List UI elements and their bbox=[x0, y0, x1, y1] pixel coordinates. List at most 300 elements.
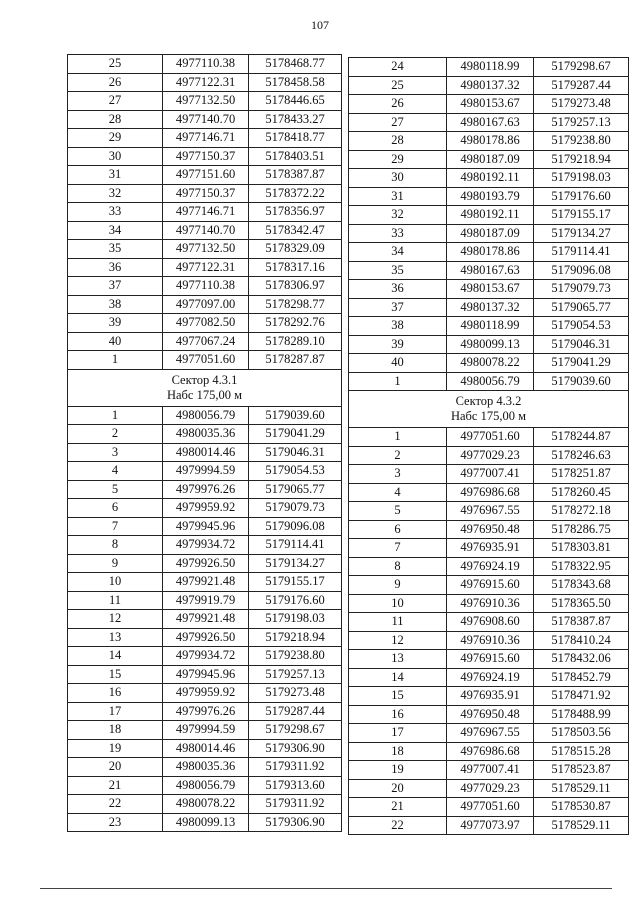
point-number-cell: 21 bbox=[349, 798, 447, 817]
table-row bbox=[349, 779, 629, 798]
x-coordinate-cell: 4980153.67 bbox=[447, 95, 534, 114]
x-coordinate-cell: 4977122.31 bbox=[163, 73, 249, 92]
point-number-cell: 2 bbox=[68, 425, 163, 444]
coordinates-table-left bbox=[67, 54, 342, 832]
x-coordinate-cell: 4977132.50 bbox=[163, 92, 249, 111]
point-number-cell: 34 bbox=[349, 243, 447, 262]
table-row bbox=[68, 240, 342, 259]
y-coordinate-cell: 5179041.29 bbox=[534, 354, 629, 373]
table-row bbox=[349, 668, 629, 687]
table-row bbox=[349, 298, 629, 317]
y-coordinate-cell: 5179155.17 bbox=[534, 206, 629, 225]
x-coordinate-cell: 4977082.50 bbox=[163, 314, 249, 333]
y-coordinate-cell: 5178317.16 bbox=[249, 258, 342, 277]
table-row bbox=[349, 594, 629, 613]
y-coordinate-cell: 5178303.81 bbox=[534, 539, 629, 558]
table-row bbox=[349, 539, 629, 558]
x-coordinate-cell: 4977146.71 bbox=[163, 203, 249, 222]
table-row bbox=[68, 147, 342, 166]
y-coordinate-cell: 5178286.75 bbox=[534, 520, 629, 539]
table-row bbox=[68, 277, 342, 296]
table-row bbox=[349, 687, 629, 706]
x-coordinate-cell: 4979994.59 bbox=[163, 462, 249, 481]
x-coordinate-cell: 4976915.60 bbox=[447, 576, 534, 595]
x-coordinate-cell: 4979959.92 bbox=[163, 499, 249, 518]
x-coordinate-cell: 4977029.23 bbox=[447, 779, 534, 798]
table-row bbox=[68, 92, 342, 111]
table-row bbox=[349, 335, 629, 354]
x-coordinate-cell: 4976950.48 bbox=[447, 705, 534, 724]
point-number-cell: 27 bbox=[349, 113, 447, 132]
x-coordinate-cell: 4976935.91 bbox=[447, 539, 534, 558]
table-row bbox=[349, 206, 629, 225]
point-number-cell: 37 bbox=[349, 298, 447, 317]
x-coordinate-cell: 4979976.26 bbox=[163, 702, 249, 721]
point-number-cell: 35 bbox=[349, 261, 447, 280]
x-coordinate-cell: 4980099.13 bbox=[447, 335, 534, 354]
point-number-cell: 7 bbox=[68, 517, 163, 536]
y-coordinate-cell: 5179306.90 bbox=[249, 813, 342, 832]
x-coordinate-cell: 4980118.99 bbox=[447, 317, 534, 336]
x-coordinate-cell: 4977029.23 bbox=[447, 446, 534, 465]
table-row bbox=[349, 761, 629, 780]
table-row bbox=[349, 187, 629, 206]
point-number-cell: 13 bbox=[349, 650, 447, 669]
x-coordinate-cell: 4977140.70 bbox=[163, 110, 249, 129]
table-row bbox=[68, 721, 342, 740]
y-coordinate-cell: 5178471.92 bbox=[534, 687, 629, 706]
x-coordinate-cell: 4977122.31 bbox=[163, 258, 249, 277]
point-number-cell: 3 bbox=[349, 465, 447, 484]
point-number-cell: 2 bbox=[349, 446, 447, 465]
point-number-cell: 3 bbox=[68, 443, 163, 462]
y-coordinate-cell: 5178503.56 bbox=[534, 724, 629, 743]
point-number-cell: 32 bbox=[68, 184, 163, 203]
x-coordinate-cell: 4977132.50 bbox=[163, 240, 249, 259]
table-row bbox=[349, 261, 629, 280]
x-coordinate-cell: 4979926.50 bbox=[163, 628, 249, 647]
point-number-cell: 19 bbox=[349, 761, 447, 780]
y-coordinate-cell: 5179176.60 bbox=[249, 591, 342, 610]
y-coordinate-cell: 5178272.18 bbox=[534, 502, 629, 521]
y-coordinate-cell: 5178289.10 bbox=[249, 332, 342, 351]
y-coordinate-cell: 5178244.87 bbox=[534, 428, 629, 447]
section-header-row bbox=[349, 391, 629, 428]
x-coordinate-cell: 4980078.22 bbox=[447, 354, 534, 373]
point-number-cell: 6 bbox=[349, 520, 447, 539]
x-coordinate-cell: 4977140.70 bbox=[163, 221, 249, 240]
x-coordinate-cell: 4980099.13 bbox=[163, 813, 249, 832]
y-coordinate-cell: 5179257.13 bbox=[534, 113, 629, 132]
x-coordinate-cell: 4980178.86 bbox=[447, 132, 534, 151]
section-title: Сектор 4.3.2 bbox=[455, 394, 522, 408]
y-coordinate-cell: 5179238.80 bbox=[534, 132, 629, 151]
x-coordinate-cell: 4980153.67 bbox=[447, 280, 534, 299]
table-row bbox=[68, 628, 342, 647]
table-row bbox=[68, 406, 342, 425]
point-number-cell: 26 bbox=[349, 95, 447, 114]
table-row bbox=[349, 280, 629, 299]
point-number-cell: 22 bbox=[349, 816, 447, 835]
table-row bbox=[68, 295, 342, 314]
x-coordinate-cell: 4980193.79 bbox=[447, 187, 534, 206]
table-row bbox=[68, 462, 342, 481]
point-number-cell: 16 bbox=[349, 705, 447, 724]
table-row bbox=[68, 665, 342, 684]
y-coordinate-cell: 5179039.60 bbox=[534, 372, 629, 391]
table-row bbox=[68, 499, 342, 518]
table-row bbox=[68, 55, 342, 74]
y-coordinate-cell: 5178298.77 bbox=[249, 295, 342, 314]
y-coordinate-cell: 5178529.11 bbox=[534, 816, 629, 835]
y-coordinate-cell: 5179134.27 bbox=[534, 224, 629, 243]
y-coordinate-cell: 5179155.17 bbox=[249, 573, 342, 592]
point-number-cell: 28 bbox=[349, 132, 447, 151]
x-coordinate-cell: 4977151.60 bbox=[163, 166, 249, 185]
point-number-cell: 17 bbox=[349, 724, 447, 743]
table-row bbox=[349, 816, 629, 835]
y-coordinate-cell: 5178306.97 bbox=[249, 277, 342, 296]
x-coordinate-cell: 4980178.86 bbox=[447, 243, 534, 262]
point-number-cell: 9 bbox=[349, 576, 447, 595]
x-coordinate-cell: 4980056.79 bbox=[163, 776, 249, 795]
x-coordinate-cell: 4976910.36 bbox=[447, 631, 534, 650]
y-coordinate-cell: 5179306.90 bbox=[249, 739, 342, 758]
point-number-cell: 36 bbox=[68, 258, 163, 277]
point-number-cell: 12 bbox=[349, 631, 447, 650]
point-number-cell: 18 bbox=[349, 742, 447, 761]
x-coordinate-cell: 4980035.36 bbox=[163, 758, 249, 777]
point-number-cell: 40 bbox=[68, 332, 163, 351]
table-row bbox=[68, 110, 342, 129]
x-coordinate-cell: 4979921.48 bbox=[163, 573, 249, 592]
y-coordinate-cell: 5179273.48 bbox=[534, 95, 629, 114]
x-coordinate-cell: 4977051.60 bbox=[447, 428, 534, 447]
y-coordinate-cell: 5178372.22 bbox=[249, 184, 342, 203]
point-number-cell: 8 bbox=[68, 536, 163, 555]
point-number-cell: 38 bbox=[349, 317, 447, 336]
table-row bbox=[349, 798, 629, 817]
point-number-cell: 29 bbox=[68, 129, 163, 148]
x-coordinate-cell: 4980014.46 bbox=[163, 443, 249, 462]
point-number-cell: 24 bbox=[349, 58, 447, 77]
x-coordinate-cell: 4980187.09 bbox=[447, 150, 534, 169]
page-number: 107 bbox=[311, 18, 329, 32]
x-coordinate-cell: 4980167.63 bbox=[447, 261, 534, 280]
y-coordinate-cell: 5178292.76 bbox=[249, 314, 342, 333]
point-number-cell: 23 bbox=[68, 813, 163, 832]
point-number-cell: 17 bbox=[68, 702, 163, 721]
x-coordinate-cell: 4979934.72 bbox=[163, 647, 249, 666]
y-coordinate-cell: 5179041.29 bbox=[249, 425, 342, 444]
y-coordinate-cell: 5178322.95 bbox=[534, 557, 629, 576]
x-coordinate-cell: 4976924.19 bbox=[447, 668, 534, 687]
table-row bbox=[68, 351, 342, 370]
point-number-cell: 33 bbox=[68, 203, 163, 222]
table-row bbox=[68, 517, 342, 536]
y-coordinate-cell: 5178343.68 bbox=[534, 576, 629, 595]
point-number-cell: 10 bbox=[68, 573, 163, 592]
point-number-cell: 21 bbox=[68, 776, 163, 795]
x-coordinate-cell: 4977150.37 bbox=[163, 184, 249, 203]
y-coordinate-cell: 5178251.87 bbox=[534, 465, 629, 484]
table-row bbox=[349, 169, 629, 188]
table-row bbox=[349, 446, 629, 465]
table-row bbox=[349, 576, 629, 595]
table-row bbox=[68, 203, 342, 222]
point-number-cell: 14 bbox=[349, 668, 447, 687]
y-coordinate-cell: 5178246.63 bbox=[534, 446, 629, 465]
y-coordinate-cell: 5178515.28 bbox=[534, 742, 629, 761]
point-number-cell: 11 bbox=[349, 613, 447, 632]
table-row bbox=[68, 610, 342, 629]
point-number-cell: 16 bbox=[68, 684, 163, 703]
point-number-cell: 19 bbox=[68, 739, 163, 758]
x-coordinate-cell: 4976986.68 bbox=[447, 483, 534, 502]
table-row bbox=[68, 184, 342, 203]
y-coordinate-cell: 5178433.27 bbox=[249, 110, 342, 129]
table-row bbox=[68, 425, 342, 444]
y-coordinate-cell: 5178387.87 bbox=[534, 613, 629, 632]
y-coordinate-cell: 5178329.09 bbox=[249, 240, 342, 259]
x-coordinate-cell: 4976924.19 bbox=[447, 557, 534, 576]
y-coordinate-cell: 5178523.87 bbox=[534, 761, 629, 780]
y-coordinate-cell: 5178530.87 bbox=[534, 798, 629, 817]
table-row bbox=[349, 502, 629, 521]
table-row bbox=[68, 702, 342, 721]
x-coordinate-cell: 4976967.55 bbox=[447, 502, 534, 521]
table-row bbox=[68, 758, 342, 777]
point-number-cell: 9 bbox=[68, 554, 163, 573]
x-coordinate-cell: 4980056.79 bbox=[447, 372, 534, 391]
x-coordinate-cell: 4977051.60 bbox=[163, 351, 249, 370]
y-coordinate-cell: 5178488.99 bbox=[534, 705, 629, 724]
table-row bbox=[68, 314, 342, 333]
y-coordinate-cell: 5179218.94 bbox=[534, 150, 629, 169]
table-row bbox=[349, 354, 629, 373]
table-row bbox=[68, 776, 342, 795]
point-number-cell: 30 bbox=[68, 147, 163, 166]
point-number-cell: 38 bbox=[68, 295, 163, 314]
y-coordinate-cell: 5178260.45 bbox=[534, 483, 629, 502]
x-coordinate-cell: 4980035.36 bbox=[163, 425, 249, 444]
point-number-cell: 33 bbox=[349, 224, 447, 243]
y-coordinate-cell: 5178446.65 bbox=[249, 92, 342, 111]
x-coordinate-cell: 4976908.60 bbox=[447, 613, 534, 632]
table-row bbox=[349, 150, 629, 169]
table-row bbox=[349, 372, 629, 391]
table-row bbox=[349, 428, 629, 447]
x-coordinate-cell: 4980137.32 bbox=[447, 76, 534, 95]
point-number-cell: 36 bbox=[349, 280, 447, 299]
table-row bbox=[68, 554, 342, 573]
point-number-cell: 10 bbox=[349, 594, 447, 613]
y-coordinate-cell: 5179065.77 bbox=[534, 298, 629, 317]
point-number-cell: 1 bbox=[68, 351, 163, 370]
x-coordinate-cell: 4979934.72 bbox=[163, 536, 249, 555]
x-coordinate-cell: 4980014.46 bbox=[163, 739, 249, 758]
x-coordinate-cell: 4979945.96 bbox=[163, 517, 249, 536]
point-number-cell: 1 bbox=[349, 428, 447, 447]
x-coordinate-cell: 4979959.92 bbox=[163, 684, 249, 703]
y-coordinate-cell: 5178529.11 bbox=[534, 779, 629, 798]
section-subtitle: Набс 175,00 м bbox=[450, 409, 527, 423]
table-row bbox=[349, 483, 629, 502]
point-number-cell: 39 bbox=[68, 314, 163, 333]
y-coordinate-cell: 5179298.67 bbox=[249, 721, 342, 740]
x-coordinate-cell: 4980192.11 bbox=[447, 206, 534, 225]
point-number-cell: 32 bbox=[349, 206, 447, 225]
y-coordinate-cell: 5179298.67 bbox=[534, 58, 629, 77]
y-coordinate-cell: 5178468.77 bbox=[249, 55, 342, 74]
point-number-cell: 20 bbox=[68, 758, 163, 777]
x-coordinate-cell: 4977067.24 bbox=[163, 332, 249, 351]
y-coordinate-cell: 5179039.60 bbox=[249, 406, 342, 425]
y-coordinate-cell: 5179079.73 bbox=[249, 499, 342, 518]
point-number-cell: 40 bbox=[349, 354, 447, 373]
x-coordinate-cell: 4980192.11 bbox=[447, 169, 534, 188]
y-coordinate-cell: 5179257.13 bbox=[249, 665, 342, 684]
x-coordinate-cell: 4980078.22 bbox=[163, 795, 249, 814]
table-row bbox=[349, 224, 629, 243]
point-number-cell: 22 bbox=[68, 795, 163, 814]
table-row bbox=[68, 591, 342, 610]
y-coordinate-cell: 5179054.53 bbox=[534, 317, 629, 336]
y-coordinate-cell: 5179065.77 bbox=[249, 480, 342, 499]
table-row bbox=[349, 631, 629, 650]
x-coordinate-cell: 4980187.09 bbox=[447, 224, 534, 243]
x-coordinate-cell: 4977150.37 bbox=[163, 147, 249, 166]
x-coordinate-cell: 4977073.97 bbox=[447, 816, 534, 835]
point-number-cell: 28 bbox=[68, 110, 163, 129]
y-coordinate-cell: 5178342.47 bbox=[249, 221, 342, 240]
x-coordinate-cell: 4976915.60 bbox=[447, 650, 534, 669]
table-row bbox=[349, 724, 629, 743]
y-coordinate-cell: 5179046.31 bbox=[534, 335, 629, 354]
point-number-cell: 12 bbox=[68, 610, 163, 629]
point-number-cell: 15 bbox=[68, 665, 163, 684]
x-coordinate-cell: 4979926.50 bbox=[163, 554, 249, 573]
point-number-cell: 15 bbox=[349, 687, 447, 706]
x-coordinate-cell: 4977110.38 bbox=[163, 277, 249, 296]
table-row bbox=[349, 650, 629, 669]
y-coordinate-cell: 5179218.94 bbox=[249, 628, 342, 647]
point-number-cell: 7 bbox=[349, 539, 447, 558]
y-coordinate-cell: 5178418.77 bbox=[249, 129, 342, 148]
table-row bbox=[68, 221, 342, 240]
table-row bbox=[68, 443, 342, 462]
x-coordinate-cell: 4976967.55 bbox=[447, 724, 534, 743]
x-coordinate-cell: 4976935.91 bbox=[447, 687, 534, 706]
table-row bbox=[349, 613, 629, 632]
y-coordinate-cell: 5178287.87 bbox=[249, 351, 342, 370]
x-coordinate-cell: 4977146.71 bbox=[163, 129, 249, 148]
table-row bbox=[349, 243, 629, 262]
x-coordinate-cell: 4980056.79 bbox=[163, 406, 249, 425]
y-coordinate-cell: 5179287.44 bbox=[249, 702, 342, 721]
y-coordinate-cell: 5179176.60 bbox=[534, 187, 629, 206]
table-row bbox=[349, 113, 629, 132]
x-coordinate-cell: 4980137.32 bbox=[447, 298, 534, 317]
y-coordinate-cell: 5179134.27 bbox=[249, 554, 342, 573]
y-coordinate-cell: 5178387.87 bbox=[249, 166, 342, 185]
y-coordinate-cell: 5178458.58 bbox=[249, 73, 342, 92]
table-row bbox=[349, 742, 629, 761]
table-row bbox=[68, 166, 342, 185]
table-row bbox=[68, 480, 342, 499]
coordinates-table-right bbox=[348, 57, 629, 835]
point-number-cell: 1 bbox=[68, 406, 163, 425]
x-coordinate-cell: 4979945.96 bbox=[163, 665, 249, 684]
table-row bbox=[68, 647, 342, 666]
y-coordinate-cell: 5178432.06 bbox=[534, 650, 629, 669]
x-coordinate-cell: 4977051.60 bbox=[447, 798, 534, 817]
table-row bbox=[68, 813, 342, 832]
x-coordinate-cell: 4979994.59 bbox=[163, 721, 249, 740]
table-row bbox=[68, 129, 342, 148]
point-number-cell: 11 bbox=[68, 591, 163, 610]
x-coordinate-cell: 4977110.38 bbox=[163, 55, 249, 74]
point-number-cell: 5 bbox=[349, 502, 447, 521]
y-coordinate-cell: 5179046.31 bbox=[249, 443, 342, 462]
y-coordinate-cell: 5179114.41 bbox=[534, 243, 629, 262]
y-coordinate-cell: 5179311.92 bbox=[249, 795, 342, 814]
point-number-cell: 31 bbox=[349, 187, 447, 206]
point-number-cell: 1 bbox=[349, 372, 447, 391]
section-header bbox=[68, 369, 342, 406]
x-coordinate-cell: 4979976.26 bbox=[163, 480, 249, 499]
y-coordinate-cell: 5178365.50 bbox=[534, 594, 629, 613]
table-row bbox=[68, 258, 342, 277]
y-coordinate-cell: 5179198.03 bbox=[249, 610, 342, 629]
y-coordinate-cell: 5179054.53 bbox=[249, 462, 342, 481]
table-row bbox=[349, 76, 629, 95]
point-number-cell: 4 bbox=[349, 483, 447, 502]
point-number-cell: 25 bbox=[68, 55, 163, 74]
point-number-cell: 18 bbox=[68, 721, 163, 740]
y-coordinate-cell: 5179198.03 bbox=[534, 169, 629, 188]
point-number-cell: 25 bbox=[349, 76, 447, 95]
point-number-cell: 6 bbox=[68, 499, 163, 518]
x-coordinate-cell: 4977007.41 bbox=[447, 465, 534, 484]
table-row bbox=[68, 795, 342, 814]
table-row bbox=[68, 73, 342, 92]
bottom-rule bbox=[40, 888, 612, 889]
y-coordinate-cell: 5179114.41 bbox=[249, 536, 342, 555]
y-coordinate-cell: 5178410.24 bbox=[534, 631, 629, 650]
table-row bbox=[349, 520, 629, 539]
point-number-cell: 5 bbox=[68, 480, 163, 499]
y-coordinate-cell: 5178452.79 bbox=[534, 668, 629, 687]
section-header-row bbox=[68, 369, 342, 406]
x-coordinate-cell: 4977007.41 bbox=[447, 761, 534, 780]
point-number-cell: 4 bbox=[68, 462, 163, 481]
section-subtitle: Набс 175,00 м bbox=[166, 387, 243, 402]
y-coordinate-cell: 5179079.73 bbox=[534, 280, 629, 299]
y-coordinate-cell: 5179287.44 bbox=[534, 76, 629, 95]
table-row bbox=[68, 332, 342, 351]
point-number-cell: 39 bbox=[349, 335, 447, 354]
table-row bbox=[68, 684, 342, 703]
y-coordinate-cell: 5179273.48 bbox=[249, 684, 342, 703]
table-row bbox=[68, 573, 342, 592]
point-number-cell: 8 bbox=[349, 557, 447, 576]
x-coordinate-cell: 4980167.63 bbox=[447, 113, 534, 132]
point-number-cell: 26 bbox=[68, 73, 163, 92]
point-number-cell: 29 bbox=[349, 150, 447, 169]
x-coordinate-cell: 4977097.00 bbox=[163, 295, 249, 314]
y-coordinate-cell: 5179311.92 bbox=[249, 758, 342, 777]
